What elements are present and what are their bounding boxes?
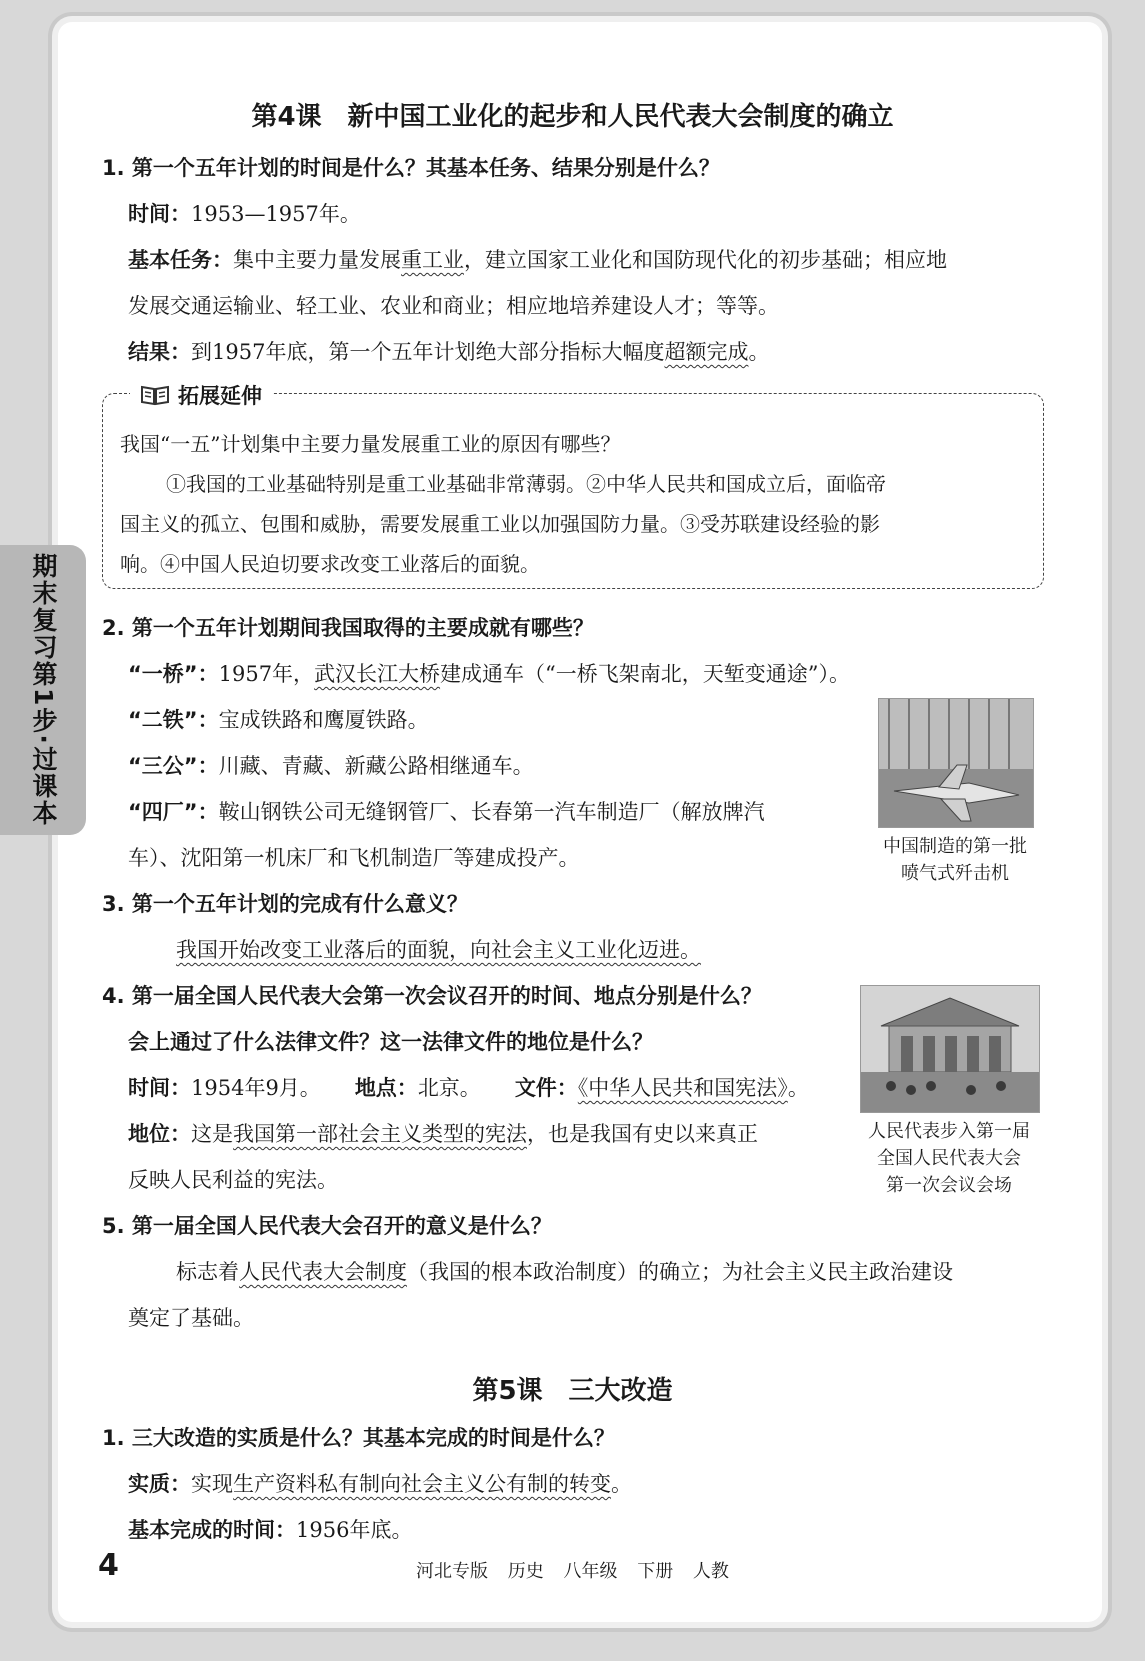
lesson5-question-1: 1. 三大改造的实质是什么？其基本完成的时间是什么？ xyxy=(102,1426,615,1450)
answer-3-text: 我国开始改变工业落后的面貌，向社会主义工业化迈进。 xyxy=(176,938,701,962)
extension-heading-text: 拓展延伸 xyxy=(178,384,262,408)
answer-result-key: 超额完成 xyxy=(664,340,749,364)
answer-5-key: 人民代表大会制度 xyxy=(239,1260,407,1284)
answer-4-place-value: 北京。 xyxy=(417,1076,481,1100)
achievement-sichang-line2: 车）、沈阳第一机床厂和飞机制造厂等建成投产。 xyxy=(128,846,580,870)
answer-4-status-post: ，也是我国有史以来真正 xyxy=(527,1122,758,1146)
lesson4-question-4-line1: 4. 第一届全国人民代表大会第一次会议召开的时间、地点分别是什么？ xyxy=(102,984,762,1008)
achievement-yiqiao-year: 1957年， xyxy=(218,662,315,686)
achievement-sangong-value: 川藏、青藏、新藏公路相继通车。 xyxy=(218,754,534,778)
answer-result xyxy=(128,336,769,366)
extension-heading xyxy=(130,380,272,411)
answer-task-line1 xyxy=(128,244,947,274)
lesson4-question-4-line2: 会上通过了什么法律文件？这一法律文件的地位是什么？ xyxy=(128,1030,653,1054)
achievement-sichang-line1 xyxy=(128,796,765,826)
achievement-yiqiao-text: 建成通车（“一桥飞架南北，天堑变通途”）。 xyxy=(440,662,851,686)
answer-5-pre: 标志着 xyxy=(176,1260,239,1284)
answer-task-label: 基本任务： xyxy=(128,248,233,272)
answer-4-time-label: 时间： xyxy=(128,1076,191,1100)
answer-essence-pre: 实现 xyxy=(191,1472,233,1496)
congress-hall-photo xyxy=(860,985,1040,1113)
jet-fighter-caption-line1: 中国制造的第一批 xyxy=(883,836,1027,857)
answer-5-post: （我国的根本政治制度）的确立；为社会主义民主政治建设 xyxy=(407,1260,953,1284)
answer-completion-time xyxy=(128,1514,412,1544)
answer-4-status-line1 xyxy=(128,1118,758,1148)
answer-5-line1 xyxy=(176,1256,953,1286)
jet-fighter-caption-line2: 喷气式歼击机 xyxy=(901,863,1009,884)
achievement-yiqiao xyxy=(128,658,850,688)
achievement-ertie xyxy=(128,704,429,734)
achievement-ertie-label: “二铁”： xyxy=(128,708,219,732)
answer-4-place-label: 地点： xyxy=(354,1076,418,1100)
congress-hall-caption xyxy=(846,1118,1052,1199)
answer-essence-label: 实质： xyxy=(128,1472,191,1496)
extension-question: 我国“一五”计划集中主要力量发展重工业的原因有哪些？ xyxy=(120,432,621,456)
achievement-yiqiao-label: “一桥”： xyxy=(128,662,219,686)
answer-4-status-label: 地位： xyxy=(128,1122,191,1146)
answer-time xyxy=(128,198,361,228)
lesson4-question-1: 1. 第一个五年计划的时间是什么？其基本任务、结果分别是什么？ xyxy=(102,156,720,180)
answer-time-value: 1953—1957年。 xyxy=(191,202,361,226)
answer-4-doc-label: 文件： xyxy=(514,1076,578,1100)
side-tab-label: 期末复习第1步·过课本 xyxy=(29,553,58,827)
answer-4-doc-value: 《中华人民共和国宪法》 xyxy=(577,1076,788,1100)
answer-essence-key: 生产资料私有制向社会主义公有制的转变 xyxy=(233,1472,611,1496)
answer-essence xyxy=(128,1468,632,1498)
lesson4-question-3: 3. 第一个五年计划的完成有什么意义？ xyxy=(102,892,468,916)
answer-4-status-line2: 反映人民利益的宪法。 xyxy=(128,1168,338,1192)
book-icon xyxy=(140,384,170,411)
achievement-sangong xyxy=(128,750,534,780)
extension-answer-line3: 响。④中国人民迫切要求改变工业落后的面貌。 xyxy=(120,552,540,576)
answer-essence-end: 。 xyxy=(611,1472,632,1496)
achievement-yiqiao-key: 武汉长江大桥 xyxy=(314,662,441,686)
lesson5-title: 第5课 三大改造 xyxy=(472,1376,673,1406)
page-number: 4 xyxy=(98,1548,119,1583)
answer-task-line2: 发展交通运输业、轻工业、农业和商业；相应地培养建设人才；等等。 xyxy=(128,294,779,318)
lesson4-question-2: 2. 第一个五年计划期间我国取得的主要成就有哪些？ xyxy=(102,616,594,640)
footer-info: 河北专版 历史 八年级 下册 人教 xyxy=(416,1561,729,1582)
answer-completion-label: 基本完成的时间： xyxy=(128,1518,296,1542)
answer-4-doc-end: 。 xyxy=(787,1076,809,1100)
congress-hall-caption-line3: 第一次会议会场 xyxy=(886,1175,1012,1196)
answer-5-line2: 奠定了基础。 xyxy=(128,1306,254,1330)
achievement-sichang-value: 鞍山钢铁公司无缝钢管厂、长春第一汽车制造厂（解放牌汽 xyxy=(218,800,765,824)
extension-answer-line1: ①我国的工业基础特别是重工业基础非常薄弱。②中华人民共和国成立后，面临帝 xyxy=(166,472,886,496)
jet-fighter-caption xyxy=(858,833,1052,887)
answer-completion-value: 1956年底。 xyxy=(296,1518,413,1542)
extension-answer-line2: 国主义的孤立、包围和威胁，需要发展重工业以加强国防力量。③受苏联建设经验的影 xyxy=(120,512,880,536)
answer-4-status-pre: 这是 xyxy=(191,1122,233,1146)
answer-4-status-key: 我国第一部社会主义类型的宪法 xyxy=(233,1122,527,1146)
answer-result-text: 到1957年底，第一个五年计划绝大部分指标大幅度 xyxy=(191,340,665,364)
congress-hall-caption-line2: 全国人民代表大会 xyxy=(877,1148,1021,1169)
lesson4-question-5: 5. 第一届全国人民代表大会召开的意义是什么？ xyxy=(102,1214,552,1238)
achievement-ertie-value: 宝成铁路和鹰厦铁路。 xyxy=(218,708,429,732)
side-tab xyxy=(0,545,86,835)
answer-task-key: 重工业 xyxy=(401,248,464,272)
congress-hall-caption-line1: 人民代表步入第一届 xyxy=(868,1121,1030,1142)
answer-task-text: 集中主要力量发展 xyxy=(233,248,401,272)
answer-result-label: 结果： xyxy=(128,340,191,364)
lesson4-title: 第4课 新中国工业化的起步和人民代表大会制度的确立 xyxy=(251,102,894,132)
achievement-sichang-label: “四厂”： xyxy=(128,800,219,824)
jet-fighter-photo xyxy=(878,698,1034,828)
answer-time-label: 时间： xyxy=(128,202,191,226)
answer-4-time-place-doc xyxy=(128,1072,809,1102)
answer-task-text-cont: ，建立国家工业化和国防现代化的初步基础；相应地 xyxy=(464,248,947,272)
answer-result-end: 。 xyxy=(748,340,770,364)
answer-3 xyxy=(176,934,701,964)
answer-4-time-value: 1954年9月。 xyxy=(191,1076,321,1100)
achievement-sangong-label: “三公”： xyxy=(128,754,219,778)
